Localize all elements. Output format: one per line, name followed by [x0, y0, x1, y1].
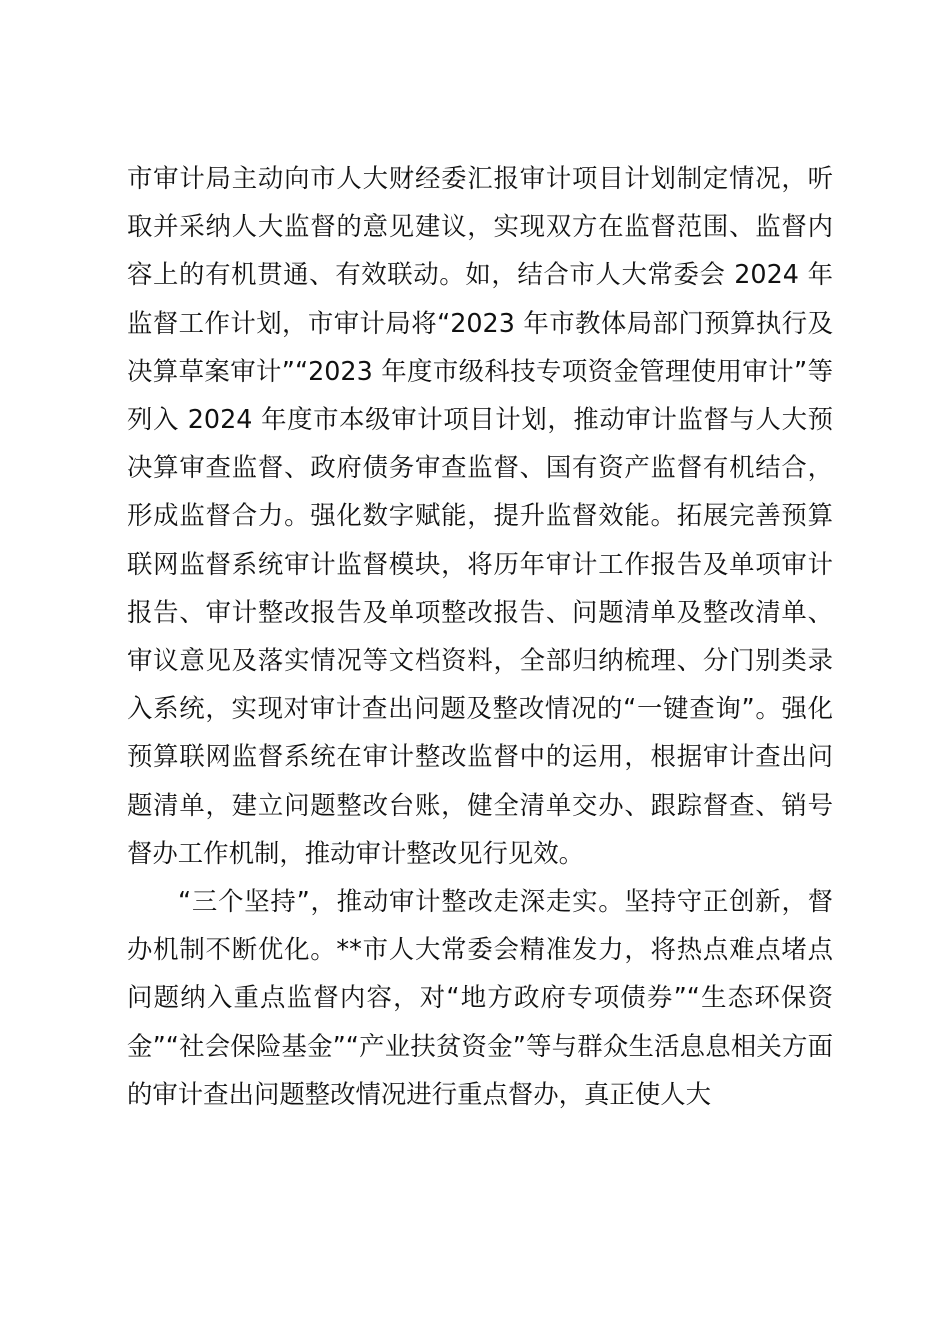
document-body [127, 154, 833, 1118]
paragraph-2: “三个坚持”，推动审计整改走深走实。坚持守正创新，督办机制不断优化。**市人大常委会精准发力，将热点难点堵点问题纳入重点监督内容，对“地方政府专项债券”“生态环保资金”“社会保险基金”“产业扶贫资金”等与群众生活息息相关方面的审计查出问题整改情况进行重点督办，真正使人大 [127, 886, 833, 1109]
paragraph-1: 市审计局主动向市人大财经委汇报审计项目计划制定情况，听取并采纳人大监督的意见建议，实现双方在监督范围、监督内容上的有机贯通、有效联动。如，结合市人大常委会 2024 年监督工作计划，市审计局将“2023 年市教体局部门预算执行及决算草案审计”“2023 年度市级科技专项资金管理使用审计”等列入 2024 年度市本级审计项目计划，推动审计监督与人大预决算审查监督、政府债务审查监督、国有资产监督有机结合，形成监督合力。强化数字赋能，提升监督效能。拓展完善预算联网监督系统审计监督模块，将历年审计工作报告及单项审计报告、审计整改报告及单项整改报告、问题清单及整改清单、审议意见及落实情况等文档资料，全部归纳梳理、分门别类录入系统，实现对审计查出问题及整改情况的“一键查询”。强化预算联网监督系统在审计整改监督中的运用，根据审计查出问题清单，建立问题整改台账，健全清单交办、跟踪督查、销号督办工作机制，推动审计整改见行见效。 [127, 163, 833, 868]
